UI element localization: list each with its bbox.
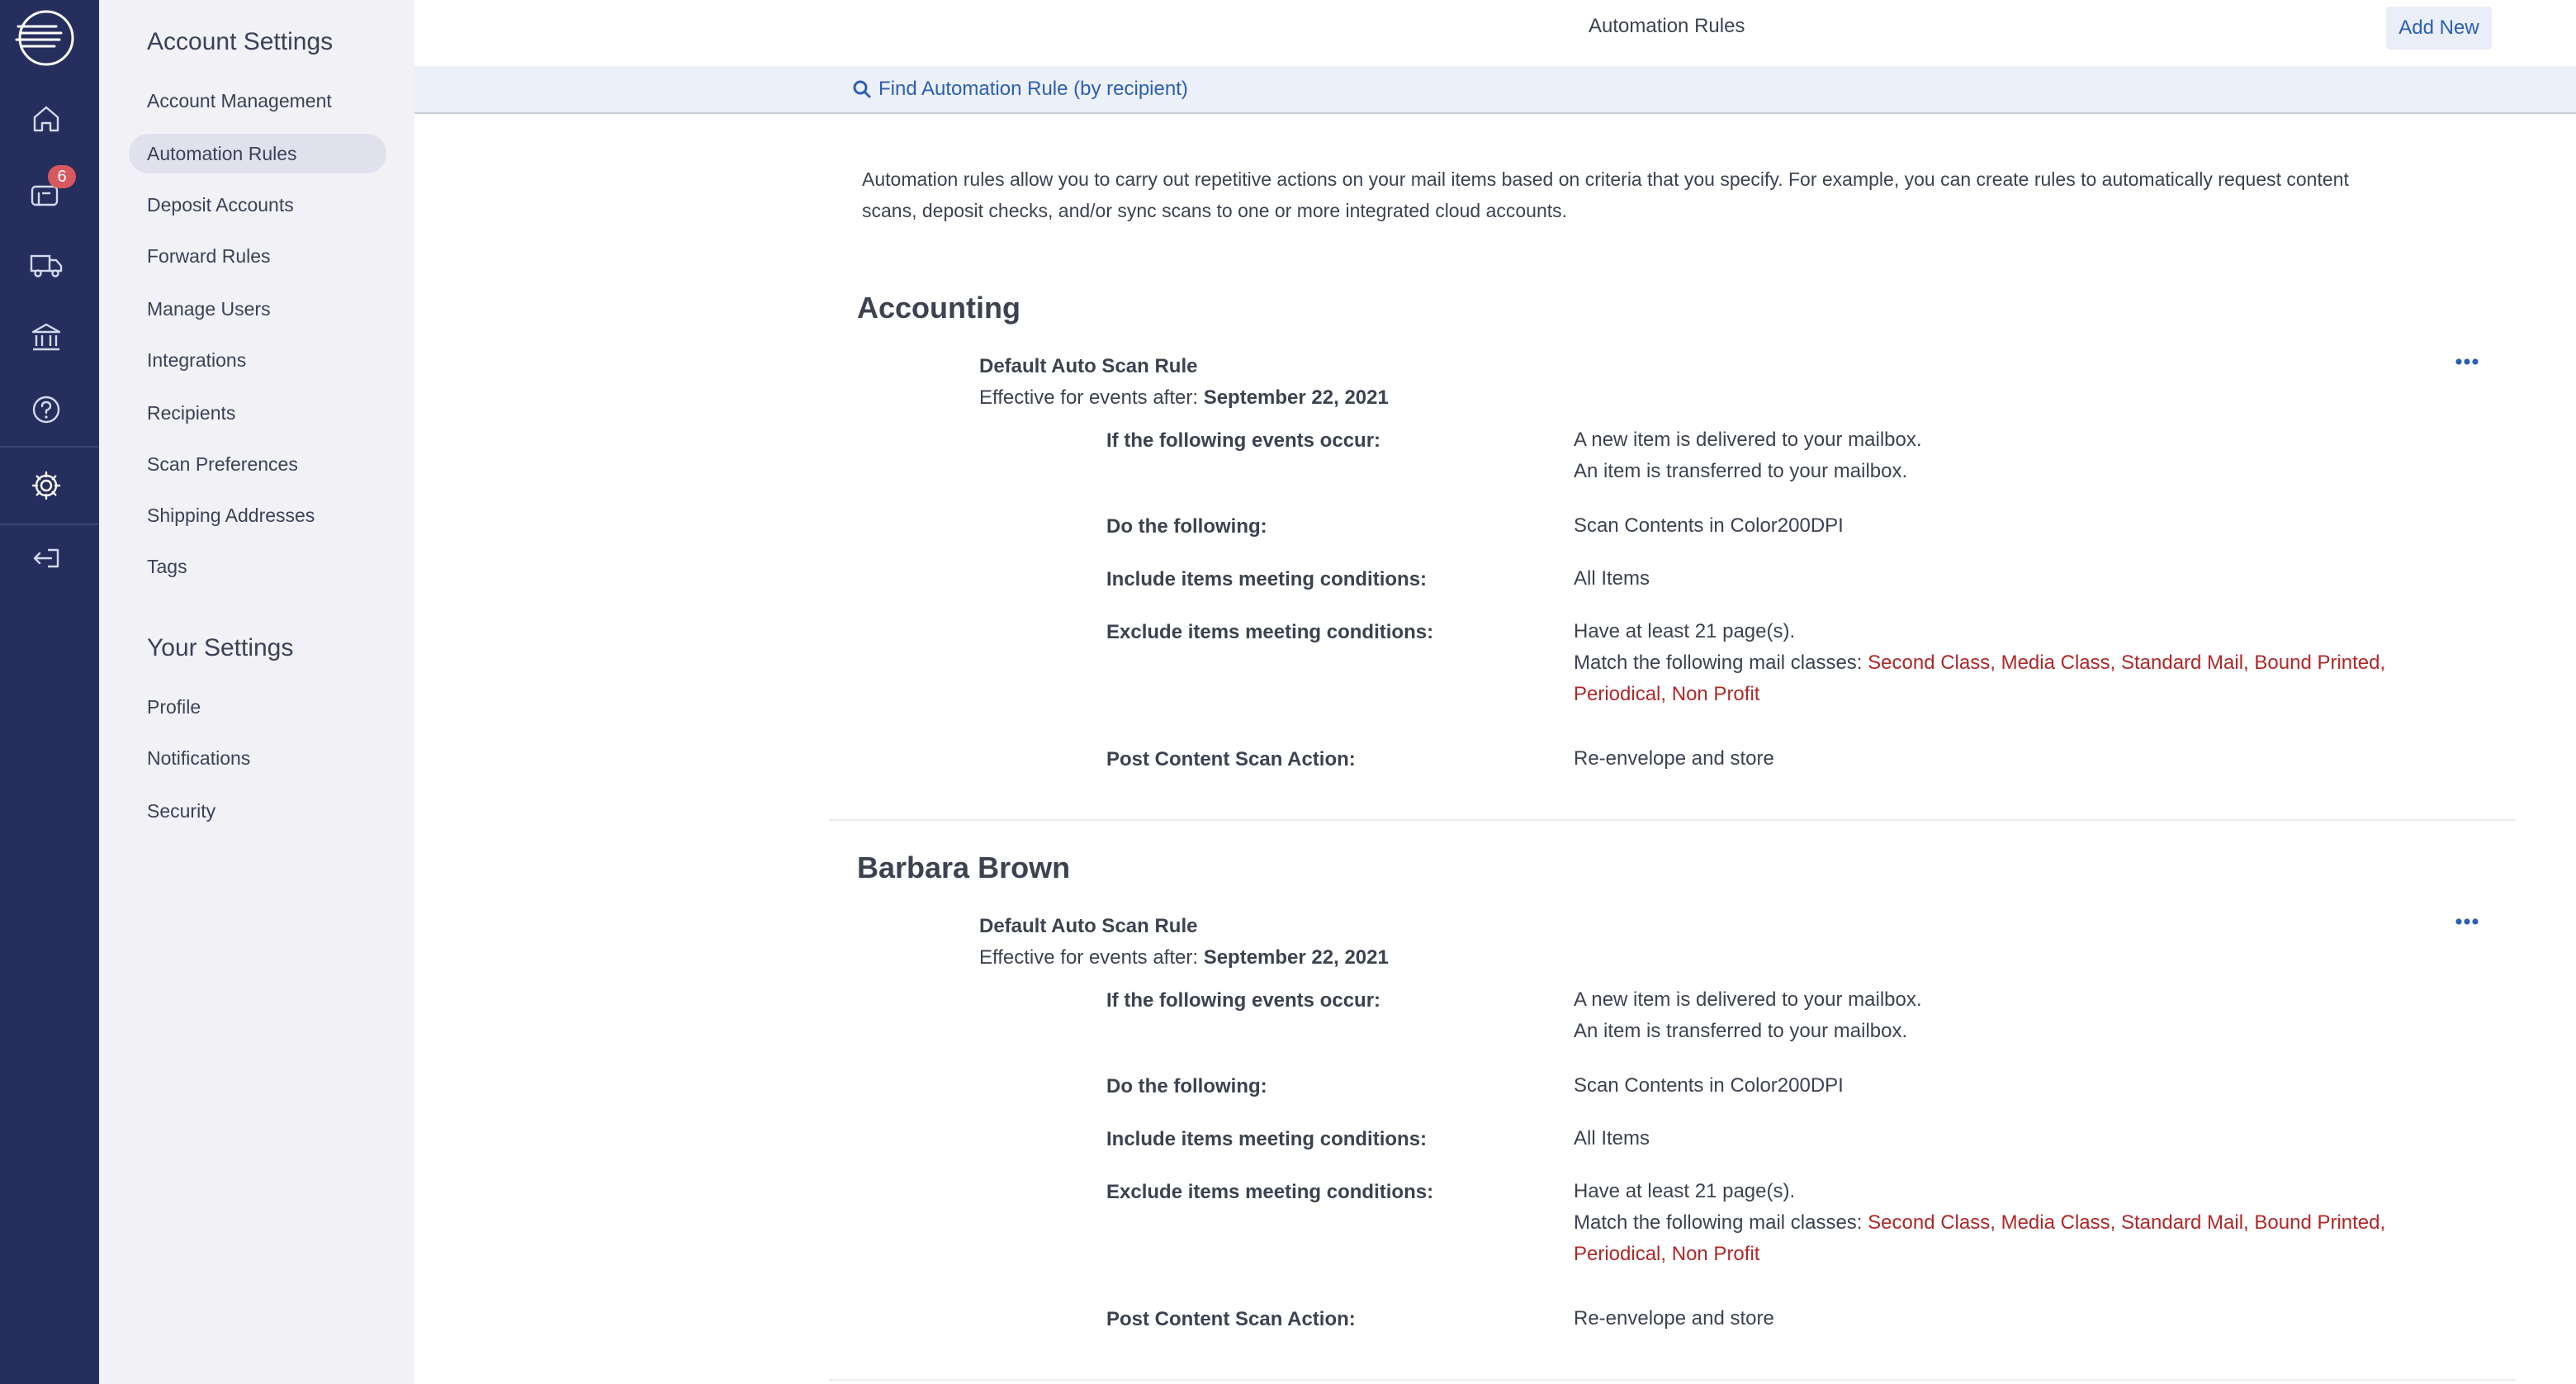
- sidebar-item-integrations[interactable]: Integrations: [147, 349, 247, 371]
- mail-class-tag: Second Class,: [1868, 652, 2001, 674]
- logout-icon[interactable]: [25, 537, 68, 580]
- sidebar-item-scan-preferences[interactable]: Scan Preferences: [147, 453, 298, 475]
- event-line: An item is transferred to your mailbox.: [1574, 1020, 1908, 1042]
- mail-classes: [1574, 683, 1759, 705]
- sidebar-item-recipients[interactable]: Recipients: [147, 402, 236, 424]
- sidebar-item-deposit-accounts[interactable]: Deposit Accounts: [147, 194, 294, 216]
- truck-icon[interactable]: [25, 243, 68, 286]
- group-divider: [829, 819, 2517, 821]
- more-icon: [2442, 345, 2492, 378]
- mail-class-tag: Second Class,: [1868, 1211, 2001, 1234]
- do-label: Do the following:: [1106, 1075, 1267, 1097]
- exclude-classes-label: Match the following mail classes:: [1574, 1211, 1863, 1234]
- effective-date-value: September 22, 2021: [1203, 946, 1389, 969]
- exclude-pages: Have at least 21 page(s).: [1574, 1180, 1796, 1202]
- exclude-classes-line: [1574, 647, 2498, 679]
- find-automation-rule-label: Find Automation Rule (by recipient): [878, 78, 1188, 100]
- page-header: [414, 0, 2576, 66]
- do-value: Scan Contents in Color200DPI: [1574, 1074, 1844, 1097]
- help-icon[interactable]: [25, 388, 68, 431]
- intro-line: Automation rules allow you to carry out repetitive actions on your mail items based on criteria that you specify. For example, you can create rules to automatically request content: [862, 168, 2349, 190]
- bank-icon[interactable]: [25, 315, 68, 358]
- mail-class-tag: Standard Mail,: [2120, 1211, 2255, 1234]
- sidebar-item-tags[interactable]: Tags: [147, 556, 187, 577]
- sidebar-item-profile[interactable]: Profile: [147, 696, 201, 718]
- sidebar-item-notifications[interactable]: Notifications: [147, 747, 251, 769]
- post-value: Re-envelope and store: [1574, 1307, 1774, 1329]
- mail-class-tag: Non Profit: [1671, 1243, 1760, 1265]
- effective-date: [979, 946, 1389, 969]
- exclude-classes-line: [1574, 679, 2498, 710]
- mail-class-tag: Media Class,: [2001, 652, 2121, 674]
- sidebar-item-automation-rules[interactable]: Automation Rules: [129, 134, 386, 173]
- gear-icon[interactable]: [25, 464, 68, 507]
- rule-name: Default Auto Scan Rule: [979, 355, 1198, 377]
- exclude-label: Exclude items meeting conditions:: [1106, 621, 1434, 643]
- group-name: Barbara Brown: [857, 851, 1071, 884]
- post-label: Post Content Scan Action:: [1106, 1308, 1356, 1330]
- exclude-value: [1574, 616, 2498, 710]
- events-value: [1574, 424, 2498, 487]
- exclude-label: Exclude items meeting conditions:: [1106, 1181, 1434, 1203]
- do-label: Do the following:: [1106, 515, 1267, 538]
- more-options-button[interactable]: [2442, 905, 2492, 938]
- mail-class-tag: Periodical,: [1574, 1243, 1672, 1265]
- mail-class-tag: Periodical,: [1574, 683, 1672, 705]
- your-settings-heading: Your Settings: [147, 634, 294, 661]
- include-value: All Items: [1574, 567, 1650, 590]
- add-new-button[interactable]: Add New: [2386, 7, 2492, 50]
- effective-label: Effective for events after:: [979, 946, 1199, 969]
- events-label: If the following events occur:: [1106, 989, 1381, 1012]
- exclude-classes-line: [1574, 1239, 2498, 1270]
- find-bar: [414, 66, 2576, 114]
- more-options-button[interactable]: [2442, 345, 2492, 378]
- mail-classes: [1868, 652, 2385, 674]
- include-value: All Items: [1574, 1127, 1650, 1149]
- include-label: Include items meeting conditions:: [1106, 1128, 1428, 1150]
- do-value: Scan Contents in Color200DPI: [1574, 514, 1844, 537]
- exclude-classes-line: [1574, 1207, 2498, 1239]
- sidebar-item-forward-rules[interactable]: Forward Rules: [147, 245, 271, 267]
- intro-line: scans, deposit checks, and/or sync scans to one or more integrated cloud accounts.: [862, 200, 1568, 221]
- page-title: Automation Rules: [1589, 15, 1745, 37]
- notification-badge: 6: [48, 165, 76, 188]
- event-line: A new item is delivered to your mailbox.: [1574, 429, 1922, 451]
- effective-date-value: September 22, 2021: [1203, 386, 1389, 409]
- effective-date: [979, 386, 1389, 410]
- mail-class-tag: Bound Printed,: [2254, 652, 2386, 674]
- more-icon: [2442, 905, 2492, 938]
- sidebar-item-manage-users[interactable]: Manage Users: [147, 298, 271, 320]
- rail-divider: [0, 524, 99, 525]
- mail-class-tag: Bound Printed,: [2254, 1211, 2386, 1234]
- sidebar-item-shipping-addresses[interactable]: Shipping Addresses: [147, 505, 315, 526]
- find-automation-rule-link[interactable]: [852, 78, 1188, 101]
- group-divider: [829, 1379, 2517, 1381]
- event-line: An item is transferred to your mailbox.: [1574, 460, 1908, 482]
- group-name: Accounting: [857, 291, 1020, 325]
- sidebar-item-security[interactable]: Security: [147, 800, 216, 822]
- exclude-classes-label: Match the following mail classes:: [1574, 652, 1863, 674]
- events-label: If the following events occur:: [1106, 429, 1381, 452]
- rail-divider: [0, 446, 99, 448]
- include-label: Include items meeting conditions:: [1106, 568, 1428, 590]
- effective-label: Effective for events after:: [979, 386, 1199, 409]
- rule-name: Default Auto Scan Rule: [979, 915, 1198, 937]
- intro-text: [862, 164, 2455, 226]
- sidebar-item-account-management[interactable]: Account Management: [147, 90, 332, 111]
- event-line: A new item is delivered to your mailbox.: [1574, 988, 1922, 1011]
- mail-class-tag: Media Class,: [2001, 1211, 2121, 1234]
- post-label: Post Content Scan Action:: [1106, 748, 1356, 770]
- mail-class-tag: Non Profit: [1671, 683, 1760, 705]
- nav-rail: [0, 0, 99, 1384]
- mail-classes: [1574, 1243, 1759, 1265]
- exclude-pages: Have at least 21 page(s).: [1574, 620, 1796, 642]
- mail-class-tag: Standard Mail,: [2120, 652, 2255, 674]
- exclude-value: [1574, 1176, 2498, 1270]
- mail-classes: [1868, 1211, 2385, 1234]
- settings-sidebar: [99, 0, 414, 1384]
- post-value: Re-envelope and store: [1574, 747, 1774, 770]
- search-icon: [852, 79, 872, 99]
- events-value: [1574, 984, 2498, 1047]
- logo-icon[interactable]: [13, 7, 76, 69]
- account-settings-heading: Account Settings: [147, 28, 334, 55]
- home-icon[interactable]: [25, 97, 68, 140]
